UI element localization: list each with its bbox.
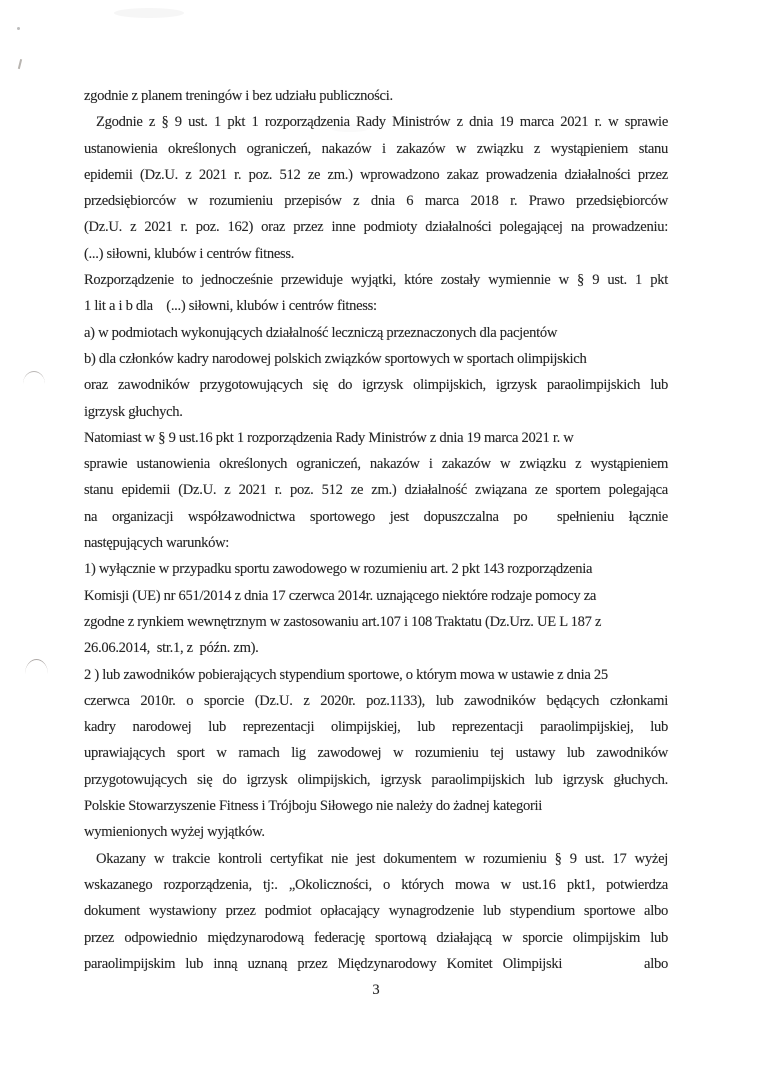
text-line: 26.06.2014, str.1, z późn. zm). [84,640,259,657]
text-line: stanu epidemii (Dz.U. z 2021 r. poz. 512 ze zm.) działalność związana ze sportem polegająca [84,482,668,499]
text-line: a) w podmiotach wykonujących działalność leczniczą przeznaczonych dla pacjentów [84,324,558,341]
text-line: 1) wyłącznie w przypadku sportu zawodowego w rozumieniu art. 2 pkt 143 rozporządzenia [84,561,593,578]
text-line: paraolimpijskim lub inną uznaną przez Międzynarodowy Komitet Olimpijski albo [84,955,668,972]
text-line: zgodnie z planem treningów i bez udziału publiczności. [84,88,393,104]
text-line: Zgodnie z § 9 ust. 1 pkt 1 rozporządzenia Rady Ministrów z dnia 19 marca 2021 r. w sprawie [96,114,668,131]
text-line: oraz zawodników przygotowujących się do igrzysk olimpijskich, igrzysk paraolimpijskich lub [84,377,668,394]
text-line: zgodne z rynkiem wewnętrznym w zastosowaniu art.107 i 108 Traktatu (Dz.Urz. UE L 187 z [84,613,602,630]
text-line: uprawiających sport w ramach lig zawodowej w rozumieniu tej ustawy lub zawodników [84,745,668,762]
text-line: dokument wystawiony przez podmiot opłacający wynagrodzenie lub stypendium sportowe albo [84,903,668,920]
scan-artifact-smudge [114,8,184,18]
text-line: epidemii (Dz.U. z 2021 r. poz. 512 ze zm.) wprowadzono zakaz prowadzenia działalności przez [84,166,668,183]
pen-arc-mark [23,371,45,384]
scan-artifact-slash [18,59,22,69]
text-line: sprawie ustanowienia określonych ograniczeń, nakazów i zakazów w związku z wystąpieniem [84,456,668,473]
text-line: 1 lit a i b dla (...) siłowni, klubów i centrów fitness: [84,298,377,315]
text-line: igrzysk głuchych. [84,403,183,420]
text-line: czerwca 2010r. o sporcie (Dz.U. z 2020r. poz.1133), lub zawodników będących członkami [84,692,668,709]
page-number: 3 [372,982,380,998]
text-line: przedsiębiorców w rozumieniu przepisów z dnia 6 marca 2018 r. Prawo przedsiębiorców [84,193,668,210]
scan-artifact-dot [17,27,20,30]
text-line: wymienionych wyżej wyjątków. [84,824,265,841]
text-line: przez odpowiednio międzynarodową federację sportową działającą w sporcie olimpijskim lub [84,929,668,946]
text-line: (...) siłowni, klubów i centrów fitness. [84,245,295,262]
document-body-text [84,83,668,977]
text-line: przygotowujących się do igrzysk olimpijskich, igrzysk paraolimpijskich lub igrzysk głuchych. [84,771,668,788]
pen-arc-mark [25,659,48,674]
text-line: na organizacji współzawodnictwa sportowego jest dopuszczalna po spełnieniu łącznie [84,508,668,525]
text-line: (Dz.U. z 2021 r. poz. 162) oraz przez inne podmioty działalności polegającej na prowadzeniu: [84,219,668,236]
text-line: Okazany w trakcie kontroli certyfikat nie jest dokumentem w rozumieniu § 9 ust. 17 wyżej [96,850,668,867]
text-line: Polskie Stowarzyszenie Fitness i Trójboju Siłowego nie należy do żadnej kategorii [84,798,543,815]
text-line: kadry narodowej lub reprezentacji olimpijskiej, lub reprezentacji paraolimpijskiej, lub [84,719,668,736]
text-line: Natomiast w § 9 ust.16 pkt 1 rozporządzenia Rady Ministrów z dnia 19 marca 2021 r. w [84,429,574,446]
text-line: 2 ) lub zawodników pobierających stypendium sportowe, o którym mowa w ustawie z dnia 25 [84,666,608,683]
text-line: Rozporządzenie to jednocześnie przewiduje wyjątki, które zostały wymiennie w § 9 ust. 1 pkt [84,272,668,289]
text-line: wskazanego rozporządzenia, tj:. „Okoliczności, o których mowa w ust.16 pkt1, potwierdza [84,876,668,893]
text-line: ustanowienia określonych ograniczeń, nakazów i zakazów w związku z wystąpieniem stanu [84,140,668,157]
text-line: następujących warunków: [84,535,230,552]
text-line: b) dla członków kadry narodowej polskich związków sportowych w sportach olimpijskich [84,350,587,367]
text-line: Komisji (UE) nr 651/2014 z dnia 17 czerwca 2014r. uznającego niektóre rodzaje pomocy za [84,587,597,604]
